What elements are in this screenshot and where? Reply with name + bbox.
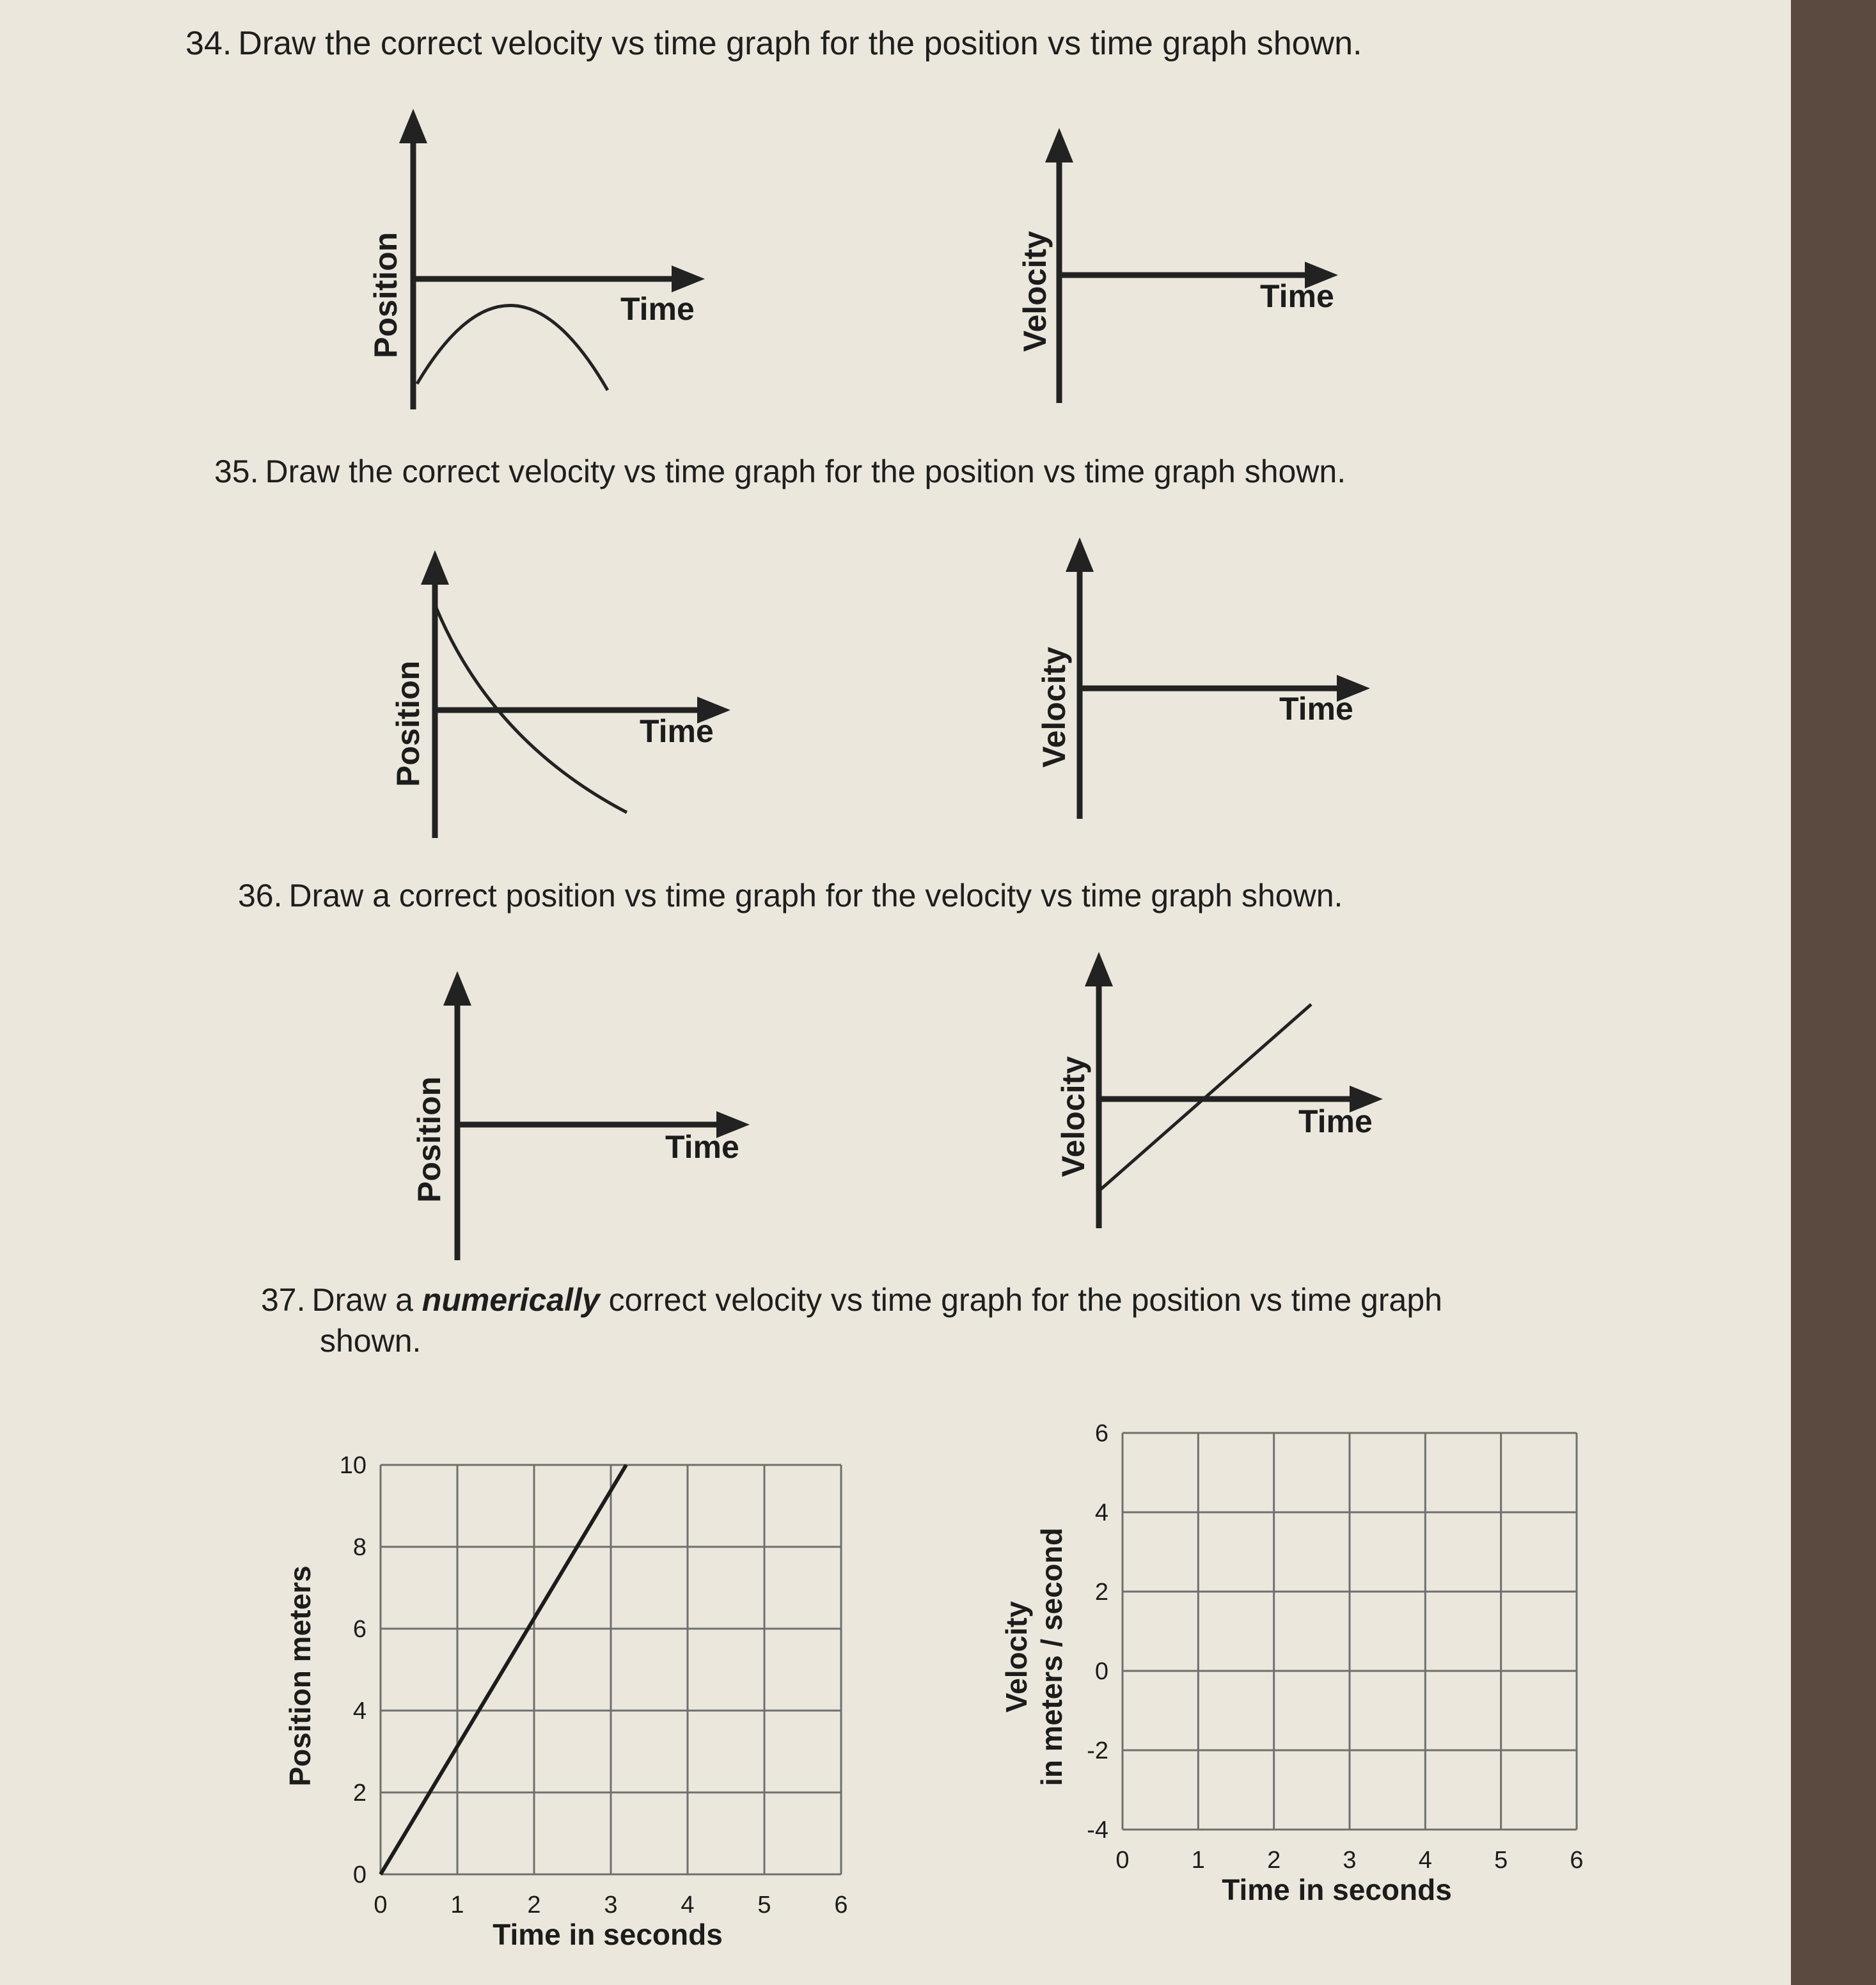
question-text: Draw the correct velocity vs time graph for the position vs time graph shown. (238, 25, 1362, 62)
x-tick-label: 5 (757, 1892, 771, 1918)
question-emphasis: numerically (422, 1282, 600, 1318)
q35-velocity-graph (1011, 525, 1394, 832)
y-tick-label: 4 (352, 1698, 367, 1725)
axis-label-time: Time (1260, 278, 1334, 314)
y-tick-label: 6 (1094, 1420, 1108, 1447)
x-tick-label: 0 (374, 1892, 388, 1918)
question-number: 37. (261, 1282, 306, 1318)
axis-label-position: Position (368, 232, 404, 358)
x-tick-label: 1 (1191, 1847, 1205, 1874)
y-tick-label: 2 (352, 1780, 367, 1807)
q36-position-graph (384, 960, 768, 1267)
y-tick-label: -2 (1087, 1737, 1108, 1764)
y-axis-label-line2: in meters / second (1035, 1528, 1068, 1786)
axis-label-position: Position (390, 660, 426, 787)
y-tick-label: 4 (1094, 1499, 1108, 1526)
q35-position-graph (365, 537, 748, 844)
axis-label-position: Position (411, 1076, 447, 1203)
q34-velocity-graph (991, 115, 1375, 422)
series-line (381, 1465, 626, 1874)
y-tick-label: 0 (352, 1862, 367, 1888)
axis-label-velocity: Velocity (1036, 647, 1072, 768)
question-number: 35. (214, 454, 259, 489)
x-tick-label: 3 (604, 1892, 618, 1918)
x-tick-label: 6 (1570, 1847, 1584, 1874)
question-text-line2: shown. (320, 1323, 422, 1359)
y-tick-label: 10 (339, 1452, 367, 1479)
axis-label-time: Time (620, 291, 695, 327)
question-37 (261, 1279, 1442, 1361)
q36-velocity-graph (1030, 940, 1414, 1247)
x-tick-label: 5 (1494, 1847, 1508, 1874)
axis-label-time: Time (1298, 1103, 1373, 1139)
question-text: Draw the correct velocity vs time graph for the position vs time graph shown. (265, 454, 1346, 489)
x-tick-label: 6 (834, 1892, 848, 1918)
x-tick-label: 3 (1343, 1847, 1357, 1874)
x-axis-label: Time in seconds (493, 1918, 723, 1951)
x-tick-label: 4 (1418, 1847, 1432, 1874)
y-tick-label: 8 (352, 1534, 367, 1561)
axis-label-time: Time (1279, 691, 1353, 727)
x-tick-label: 2 (1267, 1847, 1281, 1874)
question-34 (185, 23, 1362, 64)
x-tick-label: 1 (450, 1892, 464, 1918)
axis-label-velocity: Velocity (1017, 231, 1053, 352)
y-axis-label: Position meters (283, 1565, 317, 1787)
x-axis-label: Time in seconds (1222, 1873, 1452, 1906)
x-tick-label: 0 (1115, 1847, 1130, 1874)
axis-label-velocity: Velocity (1055, 1056, 1091, 1177)
question-36 (238, 875, 1343, 916)
question-number: 34. (185, 25, 232, 62)
question-number: 36. (238, 878, 283, 913)
x-tick-label: 2 (527, 1892, 541, 1918)
x-tick-label: 4 (681, 1892, 695, 1918)
position-time-chart (269, 1433, 876, 1970)
q34-position-graph (345, 102, 729, 422)
y-tick-label: 6 (352, 1616, 367, 1643)
y-axis-label-line1: Velocity (1000, 1601, 1033, 1712)
velocity-time-chart (972, 1407, 1612, 1919)
question-text: Draw a correct position vs time graph for the velocity vs time graph shown. (288, 878, 1343, 913)
question-text-after: correct velocity vs time graph for the position vs time graph (608, 1282, 1442, 1318)
question-35 (214, 451, 1346, 492)
axis-label-time: Time (640, 713, 714, 749)
y-tick-label: 2 (1094, 1579, 1108, 1606)
y-tick-label: 0 (1094, 1658, 1108, 1685)
axis-label-time: Time (665, 1129, 739, 1165)
question-text-before: Draw a (311, 1282, 413, 1318)
y-tick-label: -4 (1087, 1817, 1108, 1844)
